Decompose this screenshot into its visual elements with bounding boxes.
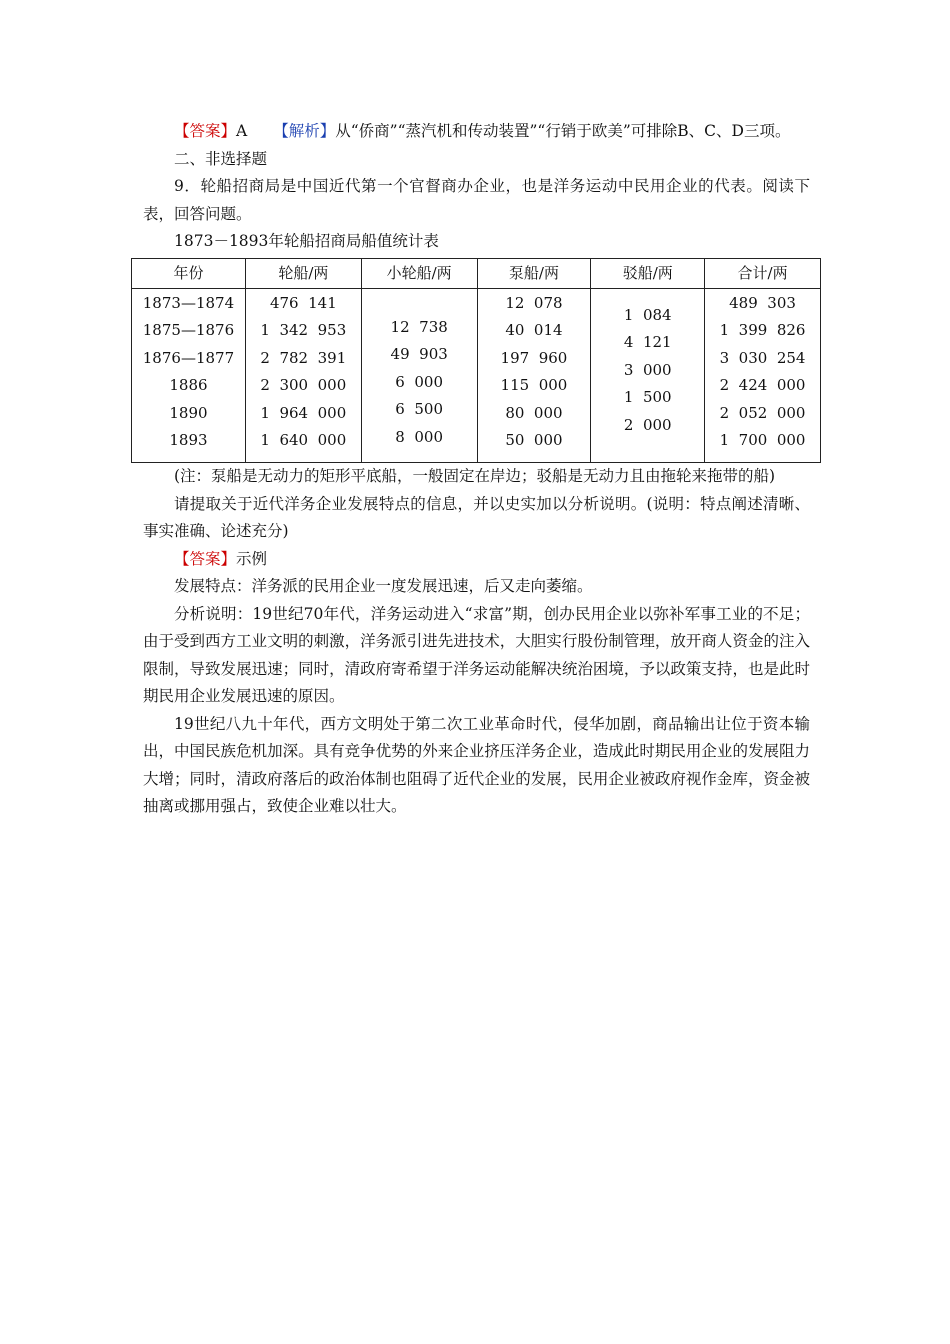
year-cell: 1886 xyxy=(169,376,208,395)
steamer-cell: 2 782 391 xyxy=(260,348,347,367)
small-steamer-cell: 49 903 xyxy=(390,345,448,364)
steamer-cell: 1 342 953 xyxy=(260,321,347,340)
barge-cell: 4 121 xyxy=(623,333,672,352)
total-cell: 3 030 254 xyxy=(719,348,806,367)
year-cell: 1873—1874 xyxy=(142,293,235,312)
total-cell: 489 303 xyxy=(729,293,796,312)
answer-value: A xyxy=(236,122,248,140)
column-pump-boats xyxy=(477,288,591,463)
total-cell: 2 424 000 xyxy=(719,376,806,395)
column-barges xyxy=(591,288,705,463)
steamer-cell: 2 300 000 xyxy=(260,376,347,395)
table-note: (注：泵船是无动力的矩形平底船，一般固定在岸边；驳船是无动力且由拖轮来拖带的船) xyxy=(174,467,776,486)
answer-label: 示例 xyxy=(236,549,268,568)
answer-9-heading xyxy=(143,546,810,574)
table-caption: 1873－1893年轮船招商局船值统计表 xyxy=(174,232,439,250)
question-9-stem: 9．轮船招商局是中国近代第一个官督商办企业，也是洋务运动中民用企业的代表。阅读下表，回答问题。 xyxy=(143,177,810,223)
header-year: 年份 xyxy=(132,258,246,288)
answer-tag: 【答案】 xyxy=(174,549,237,568)
analysis-tag: 【解析】 xyxy=(273,122,336,140)
header-small-steamer: 小轮船/两 xyxy=(361,258,477,288)
small-steamer-cell: 8 000 xyxy=(395,427,444,446)
steamer-cell: 476 141 xyxy=(269,293,337,312)
answer-9-analysis-2: 19世纪八九十年代，西方文明处于第二次工业革命时代，侵华加剧，商品输出让位于资本输出，中国民族危机加深。具有竞争优势的外来企业挤压洋务企业，造成此时期民用企业的发展阻力大增；同时，清政府落后的政治体制也阻碍了近代企业的发展，民用企业被政府视作金库，资金被抽离或挪用强占，致使企业难以壮大。 xyxy=(143,714,810,816)
header-total: 合计/两 xyxy=(705,258,821,288)
pump-boat-cell: 80 000 xyxy=(505,403,563,422)
analysis-text: 从“侨商”“蒸汽机和传动装置”“行销于欧美”可排除B、C、D三项。 xyxy=(335,122,791,140)
small-steamer-cell: 12 738 xyxy=(390,317,448,336)
document-page xyxy=(143,118,810,821)
pump-boat-cell: 12 078 xyxy=(505,293,563,312)
small-steamer-cell: 6 000 xyxy=(395,372,444,391)
answer-tag: 【答案】 xyxy=(174,122,237,140)
year-cell: 1893 xyxy=(169,431,208,450)
total-cell: 1 700 000 xyxy=(719,431,806,450)
answer-9-feature: 发展特点：洋务派的民用企业一度发展迅速，后又走向萎缩。 xyxy=(174,577,593,596)
steamer-cell: 1 964 000 xyxy=(260,403,347,422)
year-cell: 1890 xyxy=(169,403,208,422)
barge-cell: 3 000 xyxy=(623,360,672,379)
column-years xyxy=(132,288,246,463)
barge-cell: 1 084 xyxy=(623,305,672,324)
steamer-cell: 1 640 000 xyxy=(260,431,347,450)
pump-boat-cell: 197 960 xyxy=(500,348,568,367)
section-title: 二、非选择题 xyxy=(174,149,268,168)
column-totals xyxy=(705,288,821,463)
pump-boat-cell: 115 000 xyxy=(500,376,568,395)
answer-8-paragraph xyxy=(143,118,810,146)
column-small-steamers xyxy=(361,288,477,463)
pump-boat-cell: 50 000 xyxy=(505,431,563,450)
question-9-prompt: 请提取关于近代洋务企业发展特点的信息，并以史实加以分析说明。(说明：特点阐述清晰、事实准确、论述充分) xyxy=(143,494,810,541)
small-steamer-cell: 6 500 xyxy=(395,400,444,419)
ship-value-table xyxy=(131,258,821,464)
header-pump-boat: 泵船/两 xyxy=(477,258,591,288)
total-cell: 2 052 000 xyxy=(719,403,806,422)
column-steamers xyxy=(245,288,361,463)
header-barge: 驳船/两 xyxy=(591,258,705,288)
year-cell: 1875—1876 xyxy=(142,321,235,340)
table-body-row xyxy=(132,288,821,463)
barge-cell: 1 500 xyxy=(623,388,672,407)
year-cell: 1876—1877 xyxy=(142,348,235,367)
answer-9-analysis-1: 分析说明：19世纪70年代，洋务运动进入“求富”期，创办民用企业以弥补军事工业的不足；由于受到西方工业文明的刺激，洋务派引进先进技术，大胆实行股份制管理，放开商人资金的注入限制，导致发展迅速；同时，清政府寄希望于洋务运动能解决统治困境，予以政策支持，也是此时期民用企业发展迅速的原因。 xyxy=(143,604,810,706)
barge-cell: 2 000 xyxy=(623,415,672,434)
header-steamer: 轮船/两 xyxy=(245,258,361,288)
pump-boat-cell: 40 014 xyxy=(505,321,563,340)
total-cell: 1 399 826 xyxy=(719,321,806,340)
table-header-row xyxy=(132,258,821,288)
